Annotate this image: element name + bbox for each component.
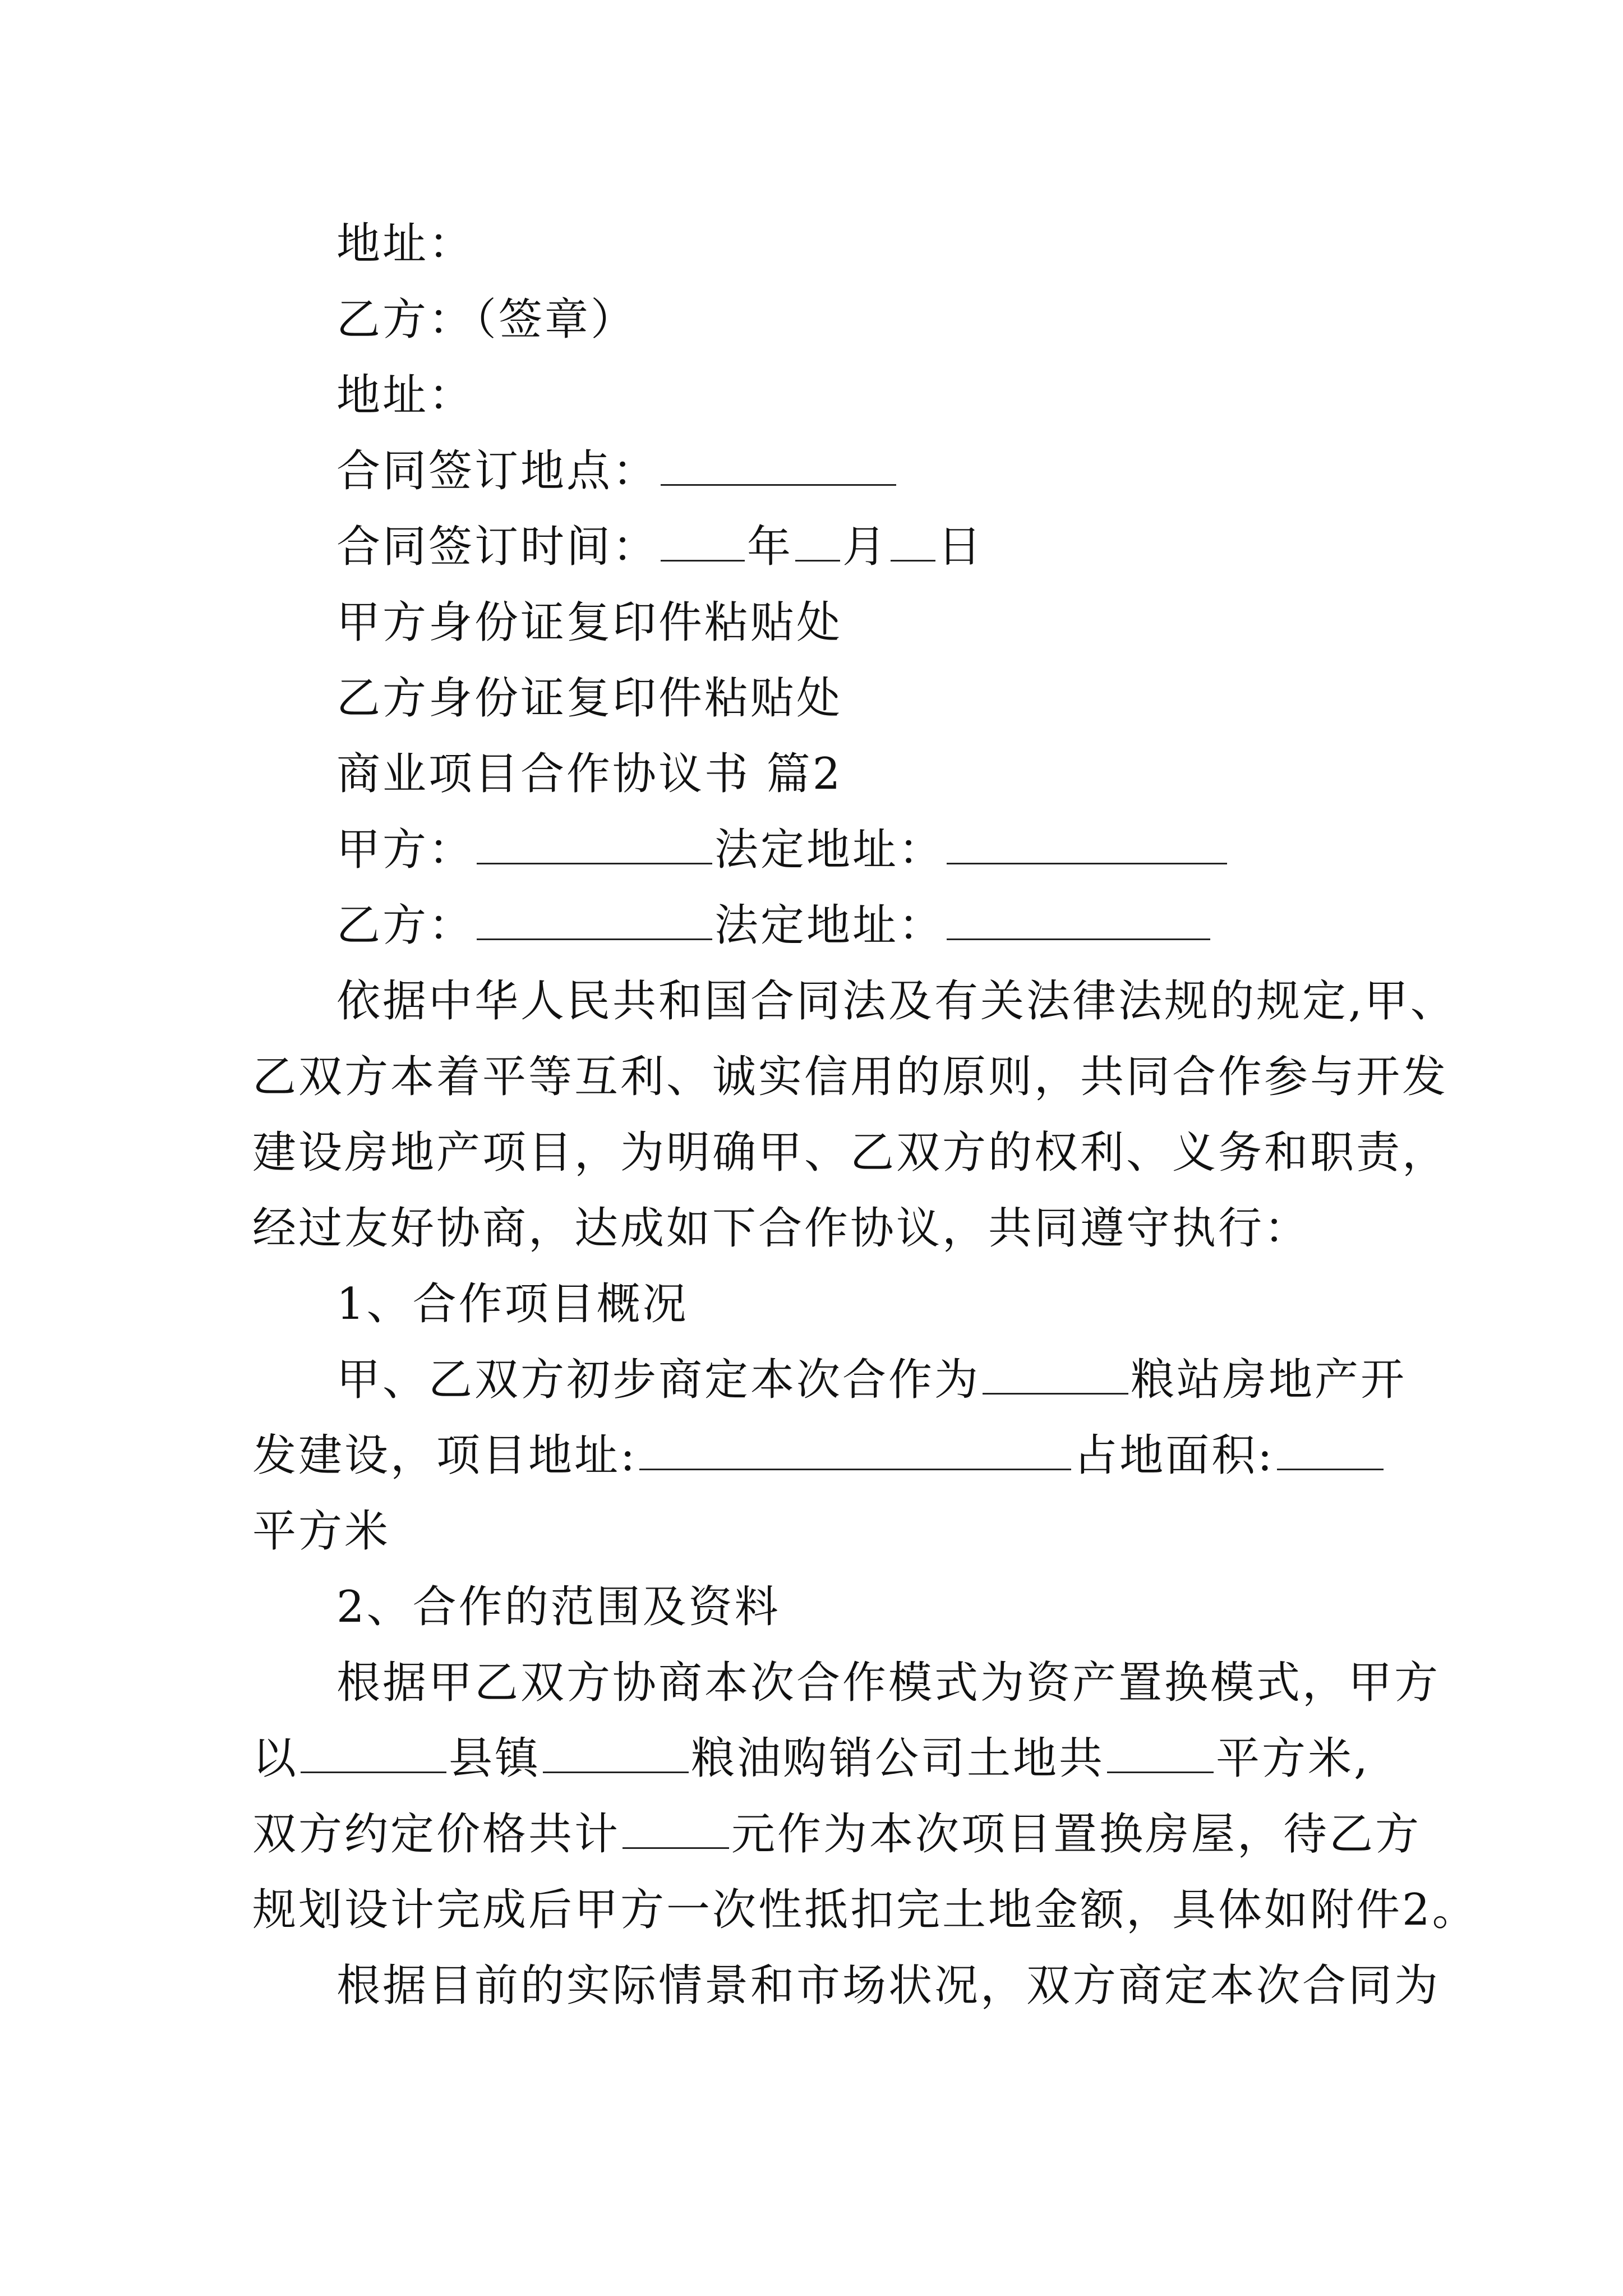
- month-label: 月: [842, 522, 889, 572]
- signing-date-line: [336, 519, 984, 575]
- project-name-blank: [983, 1354, 1128, 1395]
- paragraph-1-text-4: 经过友好协商，达成如下合作协议，共同遵守执行：: [252, 1203, 1311, 1254]
- heading-2: [336, 1579, 781, 1635]
- year-blank: [661, 521, 745, 562]
- day-label: 日: [938, 522, 984, 572]
- paragraph-3-line-2: [252, 1731, 1370, 1787]
- party-b-sign-label: 乙方：（签章）: [336, 295, 637, 345]
- address-label: 地址：: [336, 219, 475, 269]
- paragraph-3-text-2b: 县镇: [449, 1733, 541, 1784]
- signing-place-label: 合同签订地点：: [336, 446, 659, 496]
- party-a-address-label: 法定地址：: [714, 825, 945, 875]
- party-b-sign-line: [336, 292, 637, 348]
- price-blank: [623, 1808, 729, 1849]
- paragraph-1-line-1: [336, 973, 1456, 1029]
- paragraph-3-text-3a: 双方约定价格共计: [252, 1809, 621, 1860]
- paragraph-2-text-2a: 发建设，项目地址:: [252, 1430, 638, 1481]
- party-b-blank: [477, 899, 712, 940]
- paragraph-3-text-3b: 元作为本次项目置换房屋，待乙方: [731, 1809, 1422, 1860]
- project-address-blank: [639, 1429, 1071, 1470]
- paragraph-1-line-3: [252, 1125, 1448, 1181]
- party-a-line: [336, 822, 1229, 878]
- county-blank: [301, 1732, 446, 1773]
- paragraph-3-text-2d: 平方米,: [1216, 1733, 1370, 1784]
- party-a-address-blank: [947, 823, 1227, 864]
- party-a-id-label: 甲方身份证复印件粘贴处: [336, 597, 843, 648]
- paragraph-1-text-1: 依据中华人民共和国合同法及有关法律法规的规定,甲、: [336, 976, 1456, 1027]
- heading-1: [336, 1276, 689, 1332]
- paragraph-4-line-1: [336, 1958, 1440, 2014]
- paragraph-2-text-2b: 占地面积:: [1073, 1430, 1275, 1481]
- paragraph-3-line-4: [252, 1882, 1478, 1938]
- paragraph-2-text-3: 平方米: [252, 1506, 391, 1557]
- paragraph-3-text-1: 根据甲乙双方协商本次合作模式为资产置换模式，甲方: [336, 1658, 1441, 1708]
- signing-place-blank: [661, 445, 896, 486]
- year-label: 年: [747, 522, 794, 572]
- party-b-line: [336, 898, 1212, 954]
- paragraph-2-line-2: [252, 1428, 1386, 1484]
- paragraph-4-text-1: 根据目前的实际情景和市场状况，双方商定本次合同为: [336, 1961, 1441, 2011]
- paragraph-2-text-1b: 粮站房地产开: [1131, 1355, 1407, 1405]
- party-a-id-line: [336, 595, 842, 651]
- paragraph-3-text-4: 规划设计完成后甲方一次性抵扣完土地金额，具体如附件2。: [252, 1885, 1478, 1935]
- land-size-blank: [1107, 1732, 1214, 1773]
- paragraph-3-text-2a: 以: [252, 1733, 299, 1784]
- paragraph-1-line-4: [252, 1200, 1310, 1257]
- paragraph-3-line-3: [252, 1806, 1421, 1862]
- paragraph-2-text-1a: 甲、乙双方初步商定本次合作为: [336, 1355, 981, 1405]
- party-b-label: 乙方：: [336, 900, 475, 951]
- signing-date-label: 合同签订时间：: [336, 522, 659, 572]
- section-title: [336, 746, 842, 802]
- paragraph-3-line-1: [336, 1655, 1440, 1711]
- town-blank: [543, 1732, 689, 1773]
- paragraph-1-text-3: 建设房地产项目，为明确甲、乙双方的权利、义务和职责，: [252, 1128, 1449, 1178]
- address-label-2: 地址：: [336, 370, 475, 421]
- heading-1-text: 1、合作项目概况: [336, 1279, 689, 1329]
- party-a-label: 甲方：: [336, 825, 475, 875]
- paragraph-2-line-3: [252, 1503, 390, 1559]
- section-title-text: 商业项目合作协议书 篇2: [336, 749, 843, 799]
- party-a-blank: [477, 823, 712, 864]
- address-line-2: [336, 367, 474, 424]
- day-blank: [891, 521, 935, 562]
- signing-place-line: [336, 443, 898, 499]
- party-b-id-label: 乙方身份证复印件粘贴处: [336, 673, 843, 724]
- land-area-blank: [1277, 1429, 1384, 1470]
- paragraph-2-line-1: [336, 1352, 1407, 1408]
- party-b-address-label: 法定地址：: [714, 900, 945, 951]
- paragraph-1-line-2: [252, 1049, 1448, 1105]
- party-b-address-blank: [947, 899, 1210, 940]
- address-line-1: [336, 216, 474, 272]
- heading-2-text: 2、合作的范围及资料: [336, 1582, 781, 1632]
- month-blank: [795, 521, 840, 562]
- party-b-id-line: [336, 670, 842, 726]
- paragraph-1-text-2: 乙双方本着平等互利、诚实信用的原则，共同合作参与开发: [252, 1052, 1449, 1102]
- paragraph-3-text-2c: 粮油购销公司土地共: [691, 1733, 1105, 1784]
